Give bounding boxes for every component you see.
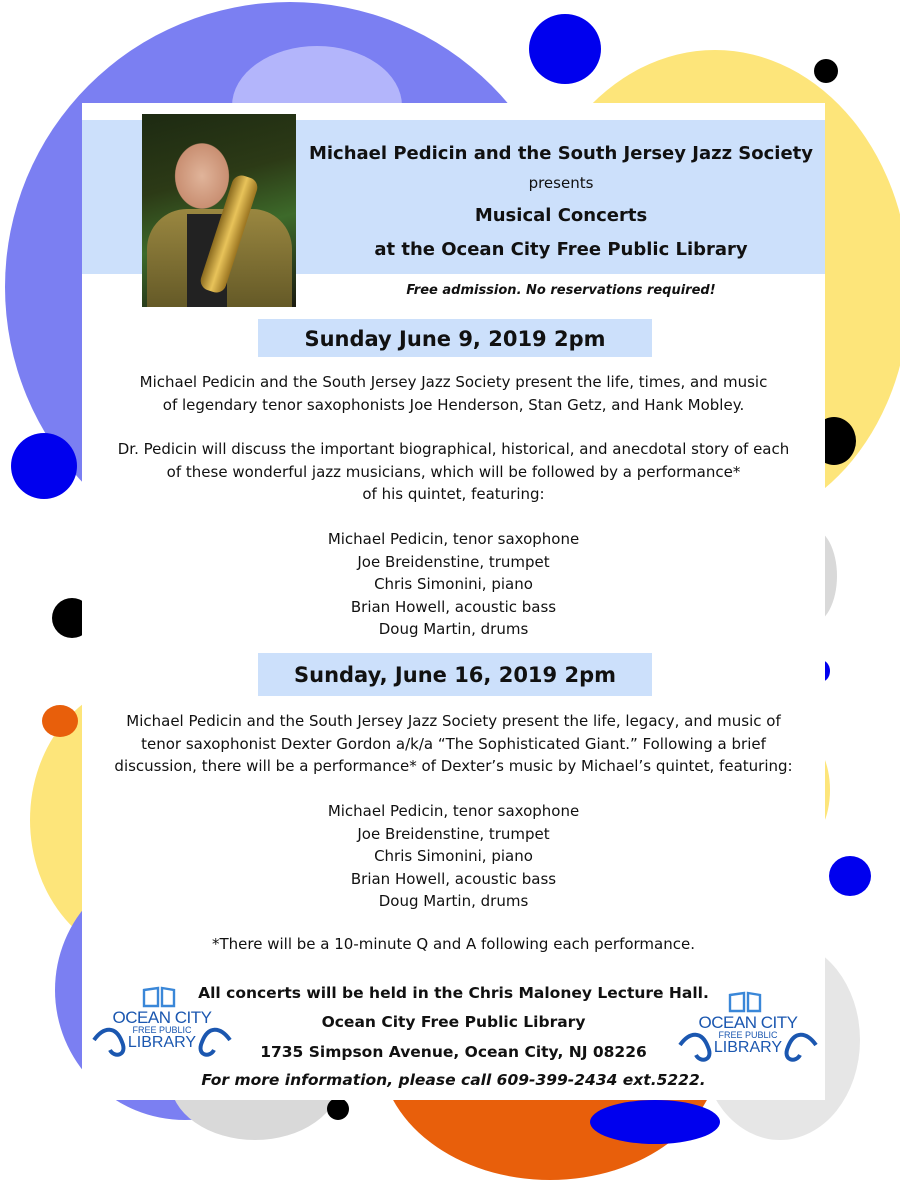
bg-dot-black-bottom [327, 1098, 349, 1120]
concert1-description: Michael Pedicin and the South Jersey Jazz Society present the life, times, and music of legendary tenor saxophonists Joe Henderson, Stan Getz, and Hank Mobley. [139, 373, 768, 414]
list-item: Brian Howell, acoustic bass [350, 597, 557, 616]
footer-hall: All concerts will be held in the Chris Maloney Lecture Hall. [198, 984, 709, 1002]
book-icon [728, 991, 764, 1013]
header-subtitle: Musical Concerts [474, 205, 648, 226]
bg-circle-blue-top [529, 14, 601, 84]
qa-note: *There will be a 10-minute Q and A following each performance. [212, 935, 695, 953]
concert2-lineup [82, 800, 825, 913]
concert1-discussion: Dr. Pedicin will discuss the important biographical, historical, and anecdotal story of each of these wonderful jazz musicians, which will be followed by a performance* of his quintet, featuring: [117, 440, 790, 503]
saxophonist-photo [142, 114, 296, 307]
bg-circle-blue-right-mid [829, 856, 871, 896]
concert2-description: Michael Pedicin and the South Jersey Jazz Society present the life, legacy, and music of tenor saxophonist Dexter Gordon a/k/a “The Sophisticated Giant.” Following a brief discussion, there will be a performance* of Dexter’s music by Michael’s quintet, featuring: [114, 712, 793, 775]
list-item: Joe Breidenstine, trumpet [357, 552, 550, 571]
flyer-page [82, 103, 825, 1100]
header-venue: at the Ocean City Free Public Library [374, 239, 748, 260]
library-logo-left: OCEAN CITY FREE PUBLIC LIBRARY [92, 986, 232, 1062]
list-item: Doug Martin, drums [378, 892, 529, 910]
footer-contact: For more information, please call 609-399-2434 ext.5222. [201, 1071, 706, 1089]
footer-address: 1735 Simpson Avenue, Ocean City, NJ 08226 [260, 1043, 647, 1061]
concert1-date: Sunday June 9, 2019 2pm [258, 319, 652, 357]
header-title: Michael Pedicin and the South Jersey Jazz Society [308, 143, 814, 164]
footer-library: Ocean City Free Public Library [321, 1013, 586, 1031]
bg-dot-orange-left [42, 705, 78, 737]
list-item: Joe Breidenstine, trumpet [357, 824, 550, 843]
list-item: Chris Simonini, piano [374, 575, 533, 593]
library-logo-right: OCEAN CITY FREE PUBLIC LIBRARY [678, 991, 818, 1067]
list-item: Michael Pedicin, tenor saxophone [327, 530, 580, 548]
list-item: Brian Howell, acoustic bass [350, 869, 557, 888]
bg-dot-black-top [814, 59, 838, 83]
list-item: Chris Simonini, piano [374, 847, 533, 865]
concert2-date: Sunday, June 16, 2019 2pm [258, 653, 652, 696]
list-item: Doug Martin, drums [378, 620, 529, 638]
book-icon [142, 986, 178, 1008]
bg-circle-blue-left [11, 433, 77, 499]
admission-note: Free admission. No reservations required! [406, 283, 716, 298]
header-presents: presents [528, 174, 594, 192]
list-item: Michael Pedicin, tenor saxophone [327, 802, 580, 820]
concert1-lineup [82, 528, 825, 641]
bg-ellipse-blue-bottom [590, 1100, 720, 1144]
